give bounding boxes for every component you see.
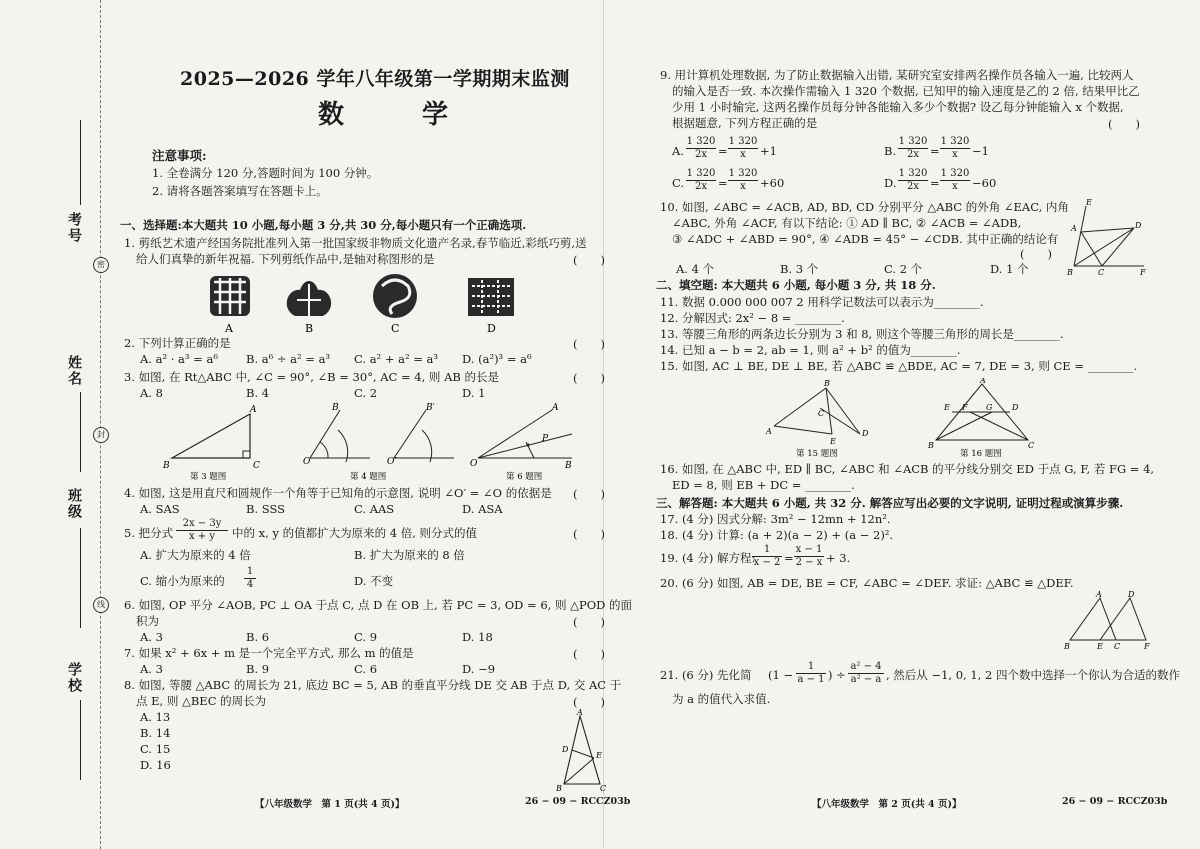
q6-option-b: B. 6 <box>246 630 270 644</box>
frac-den: x <box>940 180 970 193</box>
q21-frac1 <box>796 661 826 686</box>
frac-num: 1 <box>763 544 771 555</box>
caption-fig16: 第 16 题图 <box>960 449 1002 459</box>
svg-text:O′: O′ <box>387 457 397 467</box>
q20: 20. (6 分) 如图, AB = DE, BE = CF, ∠ABC = ∠DEF. 求证: △ABC ≌ △DEF. <box>660 576 1074 590</box>
figure-q3 <box>162 405 260 471</box>
q2-stem: 2. 下列计算正确的是 <box>124 336 231 350</box>
q10-line3: ③ ∠ADC + ∠ABD = 90°, ④ ∠ADB = 45° − ∠CDB. 其中正确的结论有 <box>672 232 1059 246</box>
frac-den: x <box>940 148 970 161</box>
q8-line2: 点 E, 则 △BEC 的周长为 <box>136 694 267 708</box>
q6-option-c: C. 9 <box>354 630 378 644</box>
svg-text:C: C <box>1114 642 1121 651</box>
fold-line <box>100 0 101 849</box>
footer-page2-right: 26 − 09 − RCCZ03b <box>1062 796 1168 807</box>
q8-answer-paren: ( ) <box>573 695 605 709</box>
frac-num: 1 320 <box>940 136 970 147</box>
q19-eq: = <box>784 551 794 565</box>
caption-fig3: 第 3 题图 <box>190 472 227 482</box>
svg-text:E: E <box>1086 198 1092 207</box>
q3-option-d: D. 1 <box>462 386 486 400</box>
footer-page2-left: 【八年级数学 第 2 页(共 4 页)】 <box>812 799 962 810</box>
frac-num: 1 320 <box>940 168 970 179</box>
q2-option-b: B. a⁶ ÷ a² = a³ <box>246 352 331 366</box>
q6-line1: 6. 如图, OP 平分 ∠AOB, PC ⊥ OA 于点 C, 点 D 在 OB 上, 若 PC = 3, OD = 6, 则 △POD 的面 <box>124 598 633 612</box>
q5-answer-paren: ( ) <box>573 527 605 541</box>
q6-option-a: A. 3 <box>140 630 163 644</box>
q1-answer-paren: ( ) <box>573 253 605 267</box>
q12: 12. 分解因式: 2x² − 8 = ________. <box>660 311 845 325</box>
q9-option-d: D. <box>884 176 897 190</box>
q8-option-b: B. 14 <box>140 726 171 740</box>
q8-option-c: C. 15 <box>140 742 171 756</box>
q7-answer-paren: ( ) <box>573 647 605 661</box>
svg-text:C: C <box>600 784 607 792</box>
q7-option-b: B. 9 <box>246 662 270 676</box>
figure-q16 <box>927 378 1034 450</box>
frac-den: a² − a <box>848 673 884 686</box>
q21-frac2 <box>848 661 884 686</box>
q4-option-c: C. AAS <box>354 502 395 516</box>
q7-option-a: A. 3 <box>140 662 163 676</box>
q5-option-d: D. 不变 <box>354 574 394 588</box>
q10-line2: ∠ABC, 外角 ∠ACF, 有以下结论: ① AD ∥ BC, ② ∠ACB = ∠ADB, <box>672 216 1022 230</box>
q2-option-a: A. a² · a³ = a⁶ <box>140 352 218 366</box>
svg-text:A: A <box>1096 590 1102 599</box>
q15: 15. 如图, AC ⊥ BE, DE ⊥ BE, 若 △ABC ≌ △BDE, AC = 7, DE = 3, 则 CE = ________. <box>660 359 1138 373</box>
papercut-c-icon <box>373 274 417 318</box>
figure-q20 <box>1062 588 1152 652</box>
q21-pre: 21. (6 分) 先化简 <box>660 668 752 682</box>
q21-post: , 然后从 −1, 0, 1, 2 四个数中选择一个你认为合适的数作 <box>886 668 1180 682</box>
frac-den: 2 − x <box>795 557 823 568</box>
notice-heading: 注意事项: <box>152 148 207 163</box>
q9-a-tail: +1 <box>760 144 777 158</box>
caption-fig15: 第 15 题图 <box>796 449 838 459</box>
q7-stem: 7. 如果 x² + 6x + m 是一个完全平方式, 那么 m 的值是 <box>124 646 414 660</box>
papercut-a-icon <box>210 276 250 316</box>
section3-heading: 三、解答题: 本大题共 6 小题, 共 32 分. 解答应写出必要的文字说明, 证明过程或演算步骤. <box>656 496 1124 510</box>
footer-page1-right: 26 − 09 − RCCZ03b <box>525 796 631 807</box>
q10-line1: 10. 如图, ∠ABC = ∠ACB, AD, BD, CD 分别平分 △ABC 的外角 ∠EAC, 内角 <box>660 200 1069 214</box>
q3-option-a: A. 8 <box>140 386 163 400</box>
frac-den: x <box>728 148 758 161</box>
svg-text:B′: B′ <box>426 403 435 413</box>
q9-answer-paren: ( ) <box>1108 117 1140 131</box>
figure-q8 <box>550 708 620 792</box>
q8-line1: 8. 如图, 等腰 △ABC 的周长为 21, 底边 BC = 5, AB 的垂直平分线 DE 交 AB 于点 D, 交 AC 于 <box>124 678 622 692</box>
svg-text:D: D <box>1135 221 1142 230</box>
svg-text:E: E <box>596 751 602 760</box>
q5-option-b: B. 扩大为原来的 8 倍 <box>354 548 465 562</box>
svg-text:D: D <box>1128 590 1135 599</box>
figure-q10 <box>1064 196 1148 278</box>
q11: 11. 数据 0.000 000 007 2 用科学记数法可以表示为________. <box>660 295 984 309</box>
q4-answer-paren: ( ) <box>573 487 605 501</box>
q9-d-frac2 <box>940 168 970 193</box>
q9-c-eq: = <box>718 176 728 190</box>
q19-frac2 <box>794 544 824 569</box>
q2-answer-paren: ( ) <box>573 337 605 351</box>
q9-b-frac2 <box>940 136 970 161</box>
svg-text:O: O <box>303 457 311 467</box>
figure-row-15-16 <box>760 378 1060 460</box>
svg-text:P: P <box>542 434 549 444</box>
notice-item-2: 2. 请将各题答案填写在答题卡上。 <box>152 184 328 198</box>
q5-fraction-numerator: 2x − 3y <box>182 518 222 529</box>
q2-option-d: D. (a²)³ = a⁶ <box>462 352 532 366</box>
footer-page1-left: 【八年级数学 第 1 页(共 4 页)】 <box>255 799 405 810</box>
q8-option-a: A. 13 <box>140 710 171 724</box>
svg-text:A: A <box>1071 224 1077 233</box>
figure-row <box>160 400 580 482</box>
q18: 18. (4 分) 计算: (a + 2)(a − 2) + (a − 2)². <box>660 528 894 542</box>
q9-a-eq: = <box>718 144 728 158</box>
q21-open: (1 − <box>768 668 794 682</box>
figure-q4 <box>303 403 454 467</box>
frac-num: 1 320 <box>728 168 758 179</box>
q10-option-b: B. 3 个 <box>780 262 819 276</box>
papercut-label-c: C <box>391 322 400 334</box>
svg-text:C: C <box>253 461 260 471</box>
svg-text:A: A <box>766 427 772 436</box>
papercut-label-a: A <box>225 322 233 334</box>
notice-item-1: 1. 全卷满分 120 分,答题时间为 100 分钟。 <box>152 166 379 180</box>
caption-fig6: 第 6 题图 <box>506 472 543 482</box>
q4-option-d: D. ASA <box>462 502 503 516</box>
svg-text:B: B <box>565 461 572 471</box>
q19-post: + 3. <box>826 551 851 565</box>
q9-d-frac1 <box>898 168 928 193</box>
svg-text:F: F <box>962 403 968 412</box>
frac-num: x − 1 <box>795 544 823 555</box>
q6-line2: 积为 <box>136 614 159 628</box>
svg-text:B: B <box>824 379 830 388</box>
seal-xian: 线 <box>93 597 109 613</box>
q10-option-c: C. 2 个 <box>884 262 923 276</box>
svg-text:B: B <box>556 784 562 792</box>
papercut-label-d: D <box>487 322 496 334</box>
svg-text:E: E <box>1097 642 1103 651</box>
q5-option-a: A. 扩大为原来的 4 倍 <box>140 548 251 562</box>
label-banji: 班级 <box>66 488 82 520</box>
q21-line2: 为 a 的值代入求值. <box>672 692 771 706</box>
papercut-label-b: B <box>305 322 314 334</box>
svg-text:A: A <box>552 403 559 413</box>
q9-line1: 9. 用计算机处理数据, 为了防止数据输入出错, 某研究室安排两名操作员各输入一遍, 比较两人 <box>660 68 1134 82</box>
label-xuexiao: 学校 <box>66 662 82 694</box>
frac-num: a² − 4 <box>850 661 882 672</box>
label-xingming: 姓名 <box>66 355 82 387</box>
q5-option-c: C. 缩小为原来的 <box>140 574 225 588</box>
q9-c-tail: +60 <box>760 176 785 190</box>
section1-heading: 一、选择题:本大题共 10 小题,每小题 3 分,共 30 分,每小题只有一个正确选项. <box>120 218 527 232</box>
q8-option-d: D. 16 <box>140 758 171 772</box>
label-kaohao: 考号 <box>66 212 82 244</box>
q3-option-b: B. 4 <box>246 386 270 400</box>
q9-d-eq: = <box>930 176 940 190</box>
svg-text:D: D <box>862 429 869 438</box>
frac-den: x − 2 <box>753 557 781 568</box>
q1-papercut-images <box>200 272 530 334</box>
frac-num: 1 320 <box>686 168 716 179</box>
svg-text:E: E <box>944 403 950 412</box>
q5-c-numerator: 1 <box>246 566 254 577</box>
svg-text:A: A <box>577 708 583 717</box>
q4-option-a: A. SAS <box>140 502 180 516</box>
q14: 14. 已知 a − b = 2, ab = 1, 则 a² + b² 的值为________. <box>660 343 961 357</box>
frac-num: 1 <box>807 661 815 672</box>
q9-d-tail: −60 <box>972 176 997 190</box>
q21-close: ) <box>828 668 833 682</box>
svg-text:C: C <box>818 409 825 418</box>
svg-text:A: A <box>250 405 257 415</box>
q4-option-b: B. SSS <box>246 502 285 516</box>
q10-option-a: A. 4 个 <box>676 262 715 276</box>
exam-title: 2025—2026 学年八年级第一学期期末监测 <box>180 68 570 90</box>
q9-c-frac1 <box>686 168 716 193</box>
papercut-b-icon <box>287 281 331 316</box>
figure-q6 <box>470 403 572 471</box>
q3-option-c: C. 2 <box>354 386 378 400</box>
seal-mi: 密 <box>93 257 109 273</box>
svg-text:G: G <box>986 403 993 412</box>
figure-q15 <box>765 379 869 446</box>
q16-line2: ED = 8, 则 EB + DC = ________. <box>672 478 855 492</box>
q1-line2: 给人们真挚的新年祝福. 下列剪纸作品中,是轴对称图形的是 <box>136 252 435 266</box>
svg-text:B: B <box>1064 642 1070 651</box>
q9-option-a: A. <box>672 144 684 158</box>
q21-div: ÷ <box>836 668 846 682</box>
svg-text:B: B <box>1067 268 1073 277</box>
q9-c-frac2 <box>728 168 758 193</box>
q5-c-denominator: 4 <box>244 578 256 591</box>
q19-frac1 <box>752 544 782 569</box>
q5-pre: 5. 把分式 <box>124 526 174 540</box>
q2-option-c: C. a² + a² = a³ <box>354 352 438 366</box>
frac-den: 2x <box>898 180 928 193</box>
kaohao-line <box>80 120 81 205</box>
xingming-line <box>80 392 81 472</box>
section2-heading: 二、填空题: 本大题共 6 小题, 每小题 3 分, 共 18 分. <box>656 278 936 292</box>
q16-line1: 16. 如图, 在 △ABC 中, ED ∥ BC, ∠ABC 和 ∠ACB 的平分线分别交 ED 于点 G, F, 若 FG = 4, <box>660 462 1155 476</box>
frac-den: x <box>728 180 758 193</box>
svg-text:D: D <box>1012 403 1019 412</box>
papercut-d-icon <box>468 278 514 316</box>
svg-text:A: A <box>980 378 986 385</box>
q1-line1: 1. 剪纸艺术遗产经国务院批准列入第一批国家级非物质文化遗产名录,春节临近,彩纸巧剪,送 <box>124 236 587 250</box>
seal-feng: 封 <box>93 427 109 443</box>
q9-option-b: B. <box>884 144 897 158</box>
svg-text:C: C <box>1028 441 1035 450</box>
caption-fig4: 第 4 题图 <box>350 472 387 482</box>
q5-post: 中的 x, y 的值都扩大为原来的 4 倍, 则分式的值 <box>232 526 478 540</box>
q9-line2: 的输入是否一致. 本次操作需输入 1 320 个数据, 已知甲的输入速度是乙的 2 倍, 结果甲比乙 <box>672 84 1140 98</box>
svg-text:C: C <box>1098 268 1105 277</box>
svg-text:F: F <box>1140 268 1146 277</box>
svg-text:B: B <box>163 461 170 471</box>
q9-b-eq: = <box>930 144 940 158</box>
q9-option-c: C. <box>672 176 685 190</box>
q9-a-frac2 <box>728 136 758 161</box>
q10-answer-paren: ( ) <box>1020 247 1052 261</box>
q6-answer-paren: ( ) <box>573 615 605 629</box>
q10-option-d: D. 1 个 <box>990 262 1029 276</box>
svg-text:E: E <box>830 437 836 446</box>
q19-pre: 19. (4 分) 解方程: <box>660 551 756 565</box>
q9-b-frac1 <box>898 136 928 161</box>
frac-num: 1 320 <box>898 168 928 179</box>
q13: 13. 等腰三角形的两条边长分别为 3 和 8, 则这个等腰三角形的周长是________. <box>660 327 1064 341</box>
q9-line4: 根据题意, 下列方程正确的是 <box>672 116 818 130</box>
svg-text:B: B <box>332 403 339 413</box>
frac-den: 2x <box>686 180 716 193</box>
xuexiao-line <box>80 700 81 780</box>
svg-text:O: O <box>470 459 478 469</box>
q5-fraction <box>176 518 228 543</box>
q9-b-tail: −1 <box>972 144 989 158</box>
q9-a-frac1 <box>686 136 716 161</box>
frac-num: 1 320 <box>898 136 928 147</box>
frac-den: a − 1 <box>797 674 825 685</box>
q5-fraction-denominator: x + y <box>176 530 228 543</box>
q7-option-c: C. 6 <box>354 662 378 676</box>
q4-stem: 4. 如图, 这是用直尺和圆规作一个角等于已知角的示意图, 说明 ∠O′ = ∠O 的依据是 <box>124 486 552 500</box>
q3-answer-paren: ( ) <box>573 371 605 385</box>
svg-text:F: F <box>1144 642 1150 651</box>
q5-c-fraction <box>244 566 256 591</box>
q9-line3: 少用 1 小时输完, 这两名操作员每分钟各能输入多少个数据? 设乙每分钟能输入 x 个数据, <box>672 100 1124 114</box>
frac-den: 2x <box>686 148 716 161</box>
subject-title: 数 学 <box>318 100 475 130</box>
frac-num: 1 320 <box>728 136 758 147</box>
banji-line <box>80 528 81 628</box>
frac-den: 2x <box>898 148 928 161</box>
q7-option-d: D. −9 <box>462 662 496 676</box>
frac-num: 1 320 <box>686 136 716 147</box>
q17: 17. (4 分) 因式分解: 3m² − 12mn + 12n². <box>660 512 891 526</box>
svg-text:D: D <box>562 745 569 754</box>
q6-option-d: D. 18 <box>462 630 493 644</box>
q3-stem: 3. 如图, 在 Rt△ABC 中, ∠C = 90°, ∠B = 30°, AC = 4, 则 AB 的长是 <box>124 370 500 384</box>
svg-text:B: B <box>928 441 934 450</box>
